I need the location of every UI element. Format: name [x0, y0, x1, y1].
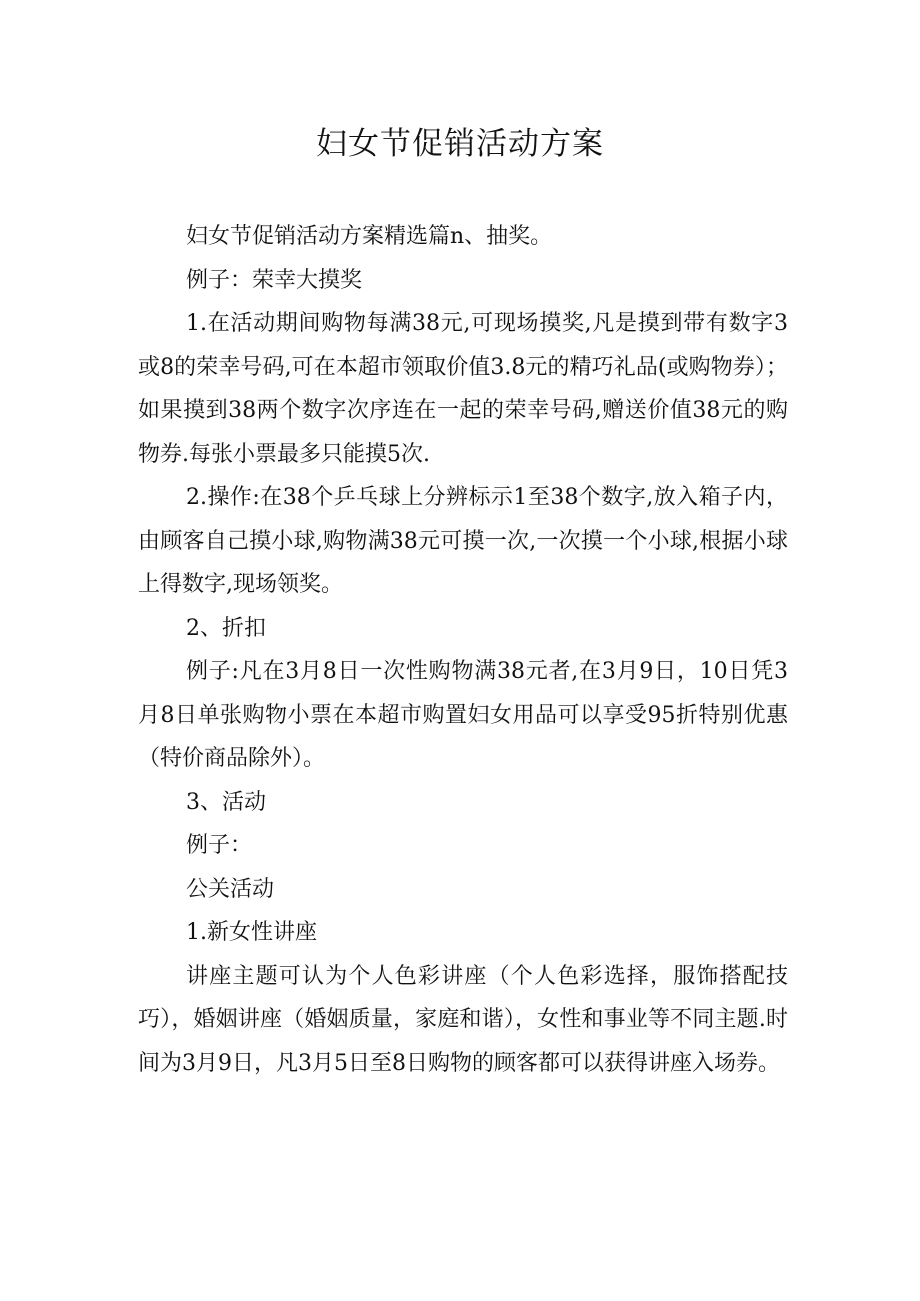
paragraph-discount-example: 例子:凡在3月8日一次性购物满38元者,在3月9日，10日凭3月8日单张购物小票在本超市购置妇女用品可以享受95折特别优惠（特价商品除外）。	[138, 659, 788, 771]
paragraph-draw-operation: 2.操作:在38个乒乓球上分辨标示1至38个数字,放入箱子内，由顾客自己摸小球,购物满38元可摸一次,一次摸一个小球,根据小球上得数字,现场领奖。	[138, 485, 788, 597]
heading-discount: 2、折扣	[186, 615, 266, 641]
paragraph-pr-activity: 公关活动	[186, 876, 275, 902]
heading-new-women-lecture: 1.新女性讲座	[186, 920, 317, 945]
heading-activity: 3、活动	[186, 789, 266, 815]
document-body	[138, 215, 788, 1085]
paragraph-draw-rules: 1.在活动期间购物每满38元,可现场摸奖,凡是摸到带有数字3或8的荣幸号码,可在本超市领取价值3.8元的精巧礼品(或购物券）；如果摸到38两个数字次序连在一起的荣幸号码,赠送价值38元的购物券.每张小票最多只能摸5次.	[138, 311, 788, 467]
paragraph-intro: 妇女节促销活动方案精选篇n、抽奖。	[186, 224, 553, 249]
paragraph-lecture-details: 讲座主题可认为个人色彩讲座（个人色彩选择，服饰搭配技巧），婚姻讲座（婚姻质量，家庭和谐），女性和事业等不同主题.时间为3月9日，凡3月5日至8日购物的顾客都可以获得讲座入场券。	[138, 963, 788, 1076]
paragraph-example-lucky-draw: 例子：荣幸大摸奖	[186, 267, 363, 293]
paragraph-example-label: 例子：	[186, 833, 253, 858]
document-title: 妇女节促销活动方案	[316, 126, 604, 162]
